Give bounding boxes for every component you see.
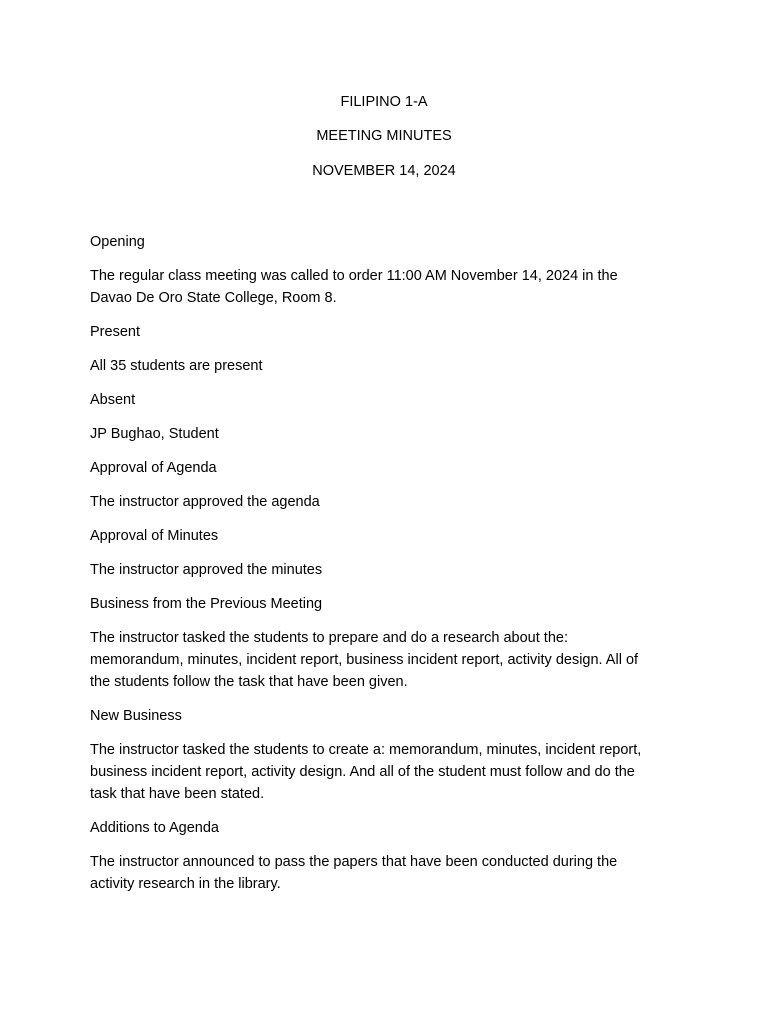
section-approval-of-minutes (90, 525, 660, 581)
section-body: The instructor tasked the students to create a: memorandum, minutes, incident report, business incident report, activity design. And all of the student must follow and do the task that have been stated. (90, 742, 642, 802)
minutes-content (90, 231, 660, 907)
section-absent (90, 389, 660, 445)
section-heading: Absent (90, 392, 136, 408)
section-body: The instructor announced to pass the papers that have been conducted during the activity research in the library. (90, 854, 618, 892)
section-heading: Approval of Minutes (90, 528, 219, 544)
class-title: FILIPINO 1-A (340, 94, 428, 110)
meeting-date: NOVEMBER 14, 2024 (312, 163, 456, 179)
section-new-business (90, 705, 660, 805)
section-body: JP Bughao, Student (90, 426, 219, 442)
document-type-title: MEETING MINUTES (316, 128, 452, 144)
section-present (90, 321, 660, 377)
section-heading: Present (90, 324, 140, 340)
section-heading: Additions to Agenda (90, 820, 219, 836)
section-heading: Opening (90, 234, 145, 250)
section-body: The regular class meeting was called to order 11:00 AM November 14, 2024 in the Davao De Oro State College, Room 8. (90, 268, 618, 306)
section-heading: New Business (90, 708, 182, 724)
section-previous-business (90, 593, 660, 693)
section-heading: Business from the Previous Meeting (90, 596, 323, 612)
document-header (0, 92, 768, 181)
section-body: The instructor approved the agenda (90, 494, 320, 510)
section-heading: Approval of Agenda (90, 460, 217, 476)
section-opening (90, 231, 660, 309)
section-approval-of-agenda (90, 457, 660, 513)
section-additions-to-agenda (90, 817, 660, 895)
section-body: The instructor tasked the students to prepare and do a research about the: memorandum, minutes, incident report, business incident report, activity design. All of the students follow the task that have been given. (90, 630, 639, 690)
section-body: All 35 students are present (90, 358, 263, 374)
section-body: The instructor approved the minutes (90, 562, 323, 578)
